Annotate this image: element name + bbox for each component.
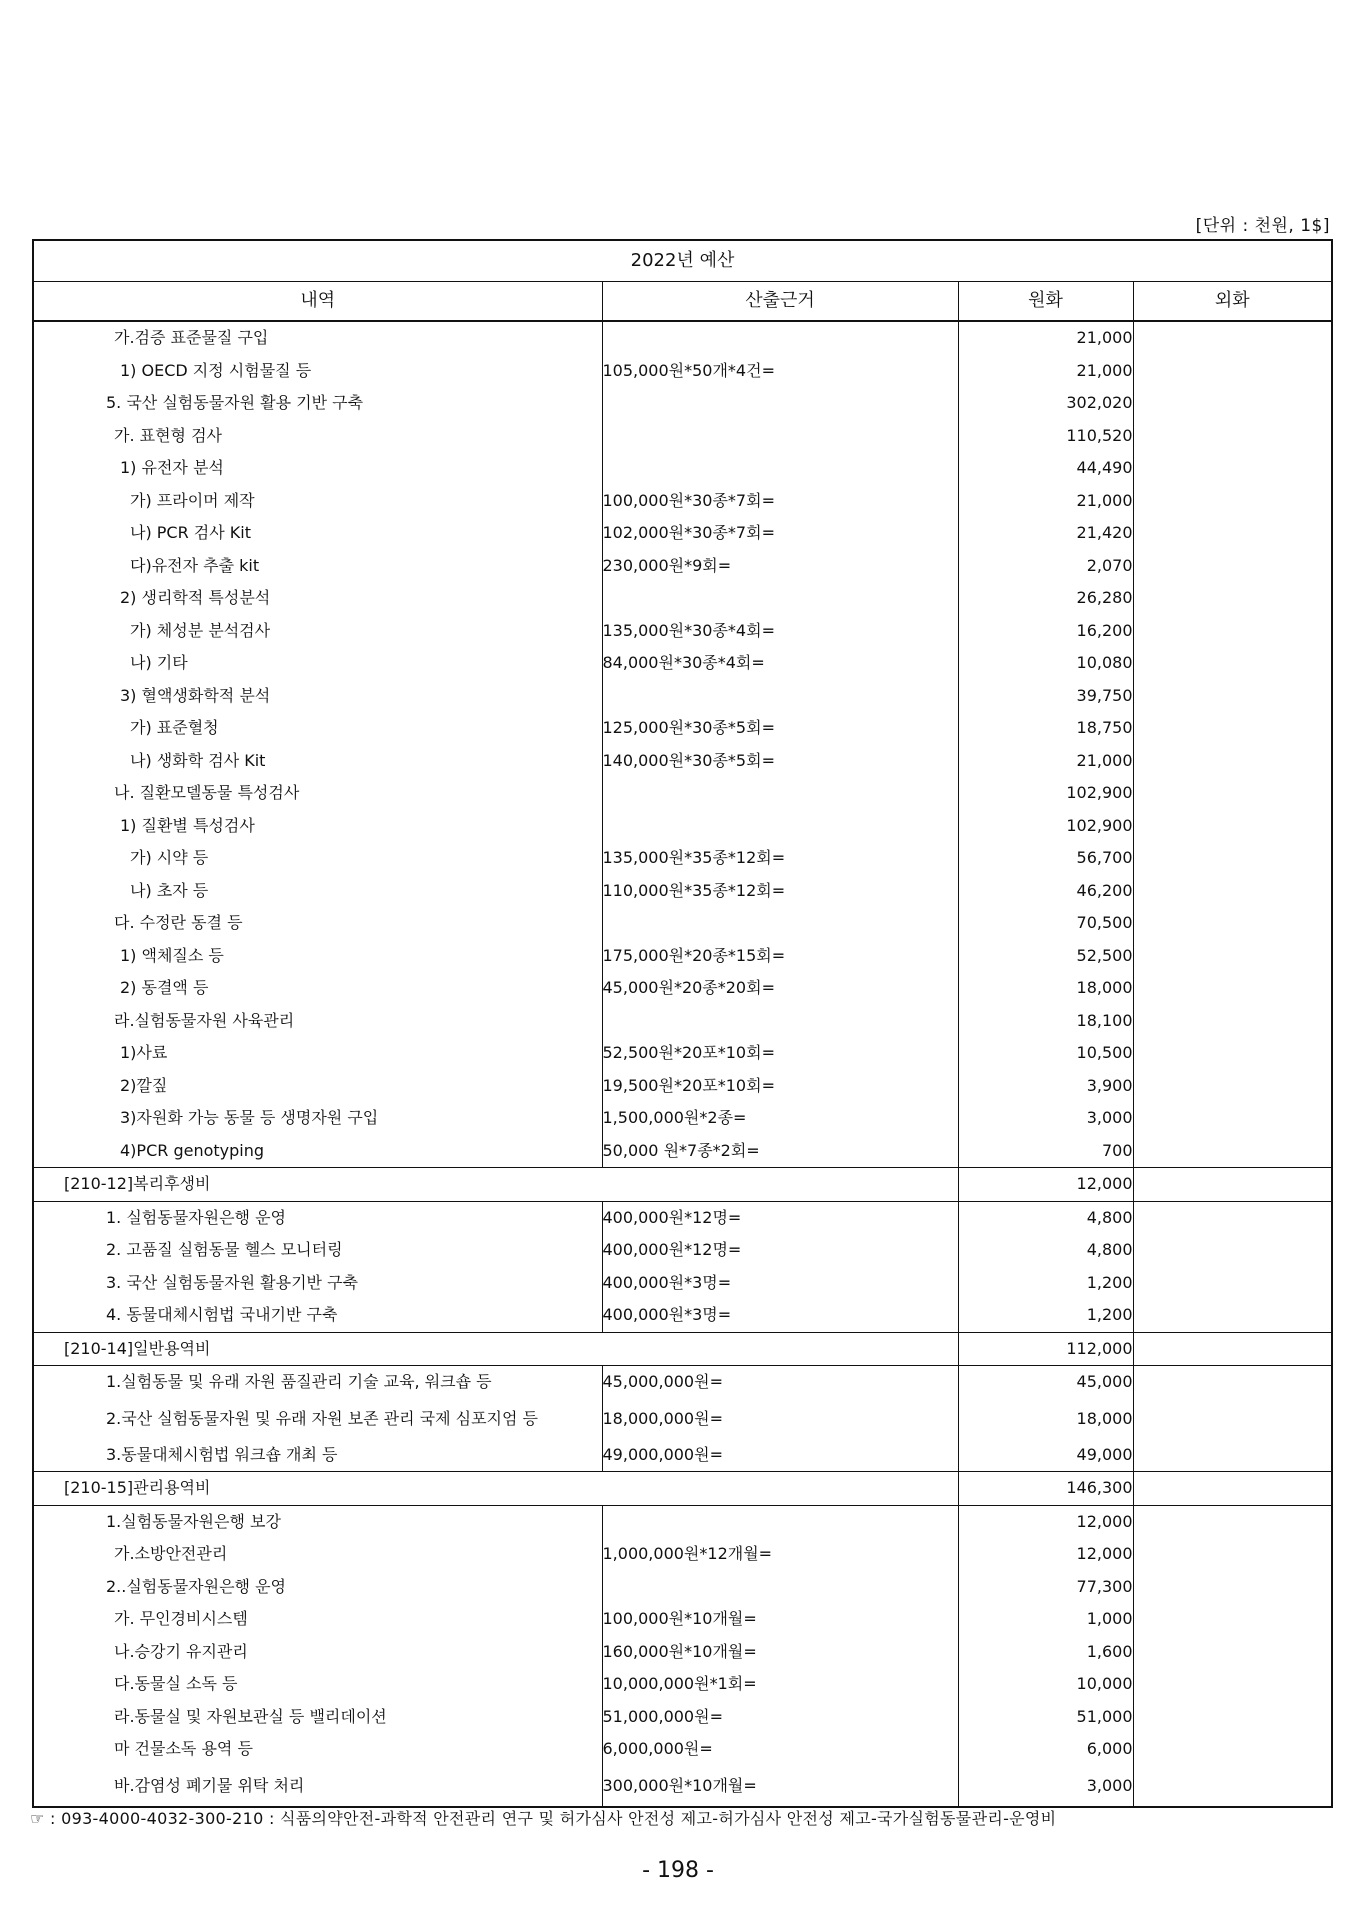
foreign-cell (1133, 550, 1332, 583)
desc-cell: 가. 표현형 검사 (114, 425, 222, 445)
won-cell: 4,800 (958, 1201, 1133, 1234)
desc-cell: 나.승강기 유지관리 (114, 1641, 248, 1661)
table-row (33, 615, 1332, 648)
won-cell: 3,000 (958, 1102, 1133, 1135)
won-cell: 44,490 (958, 452, 1133, 485)
won-cell: 21,000 (958, 485, 1133, 518)
table-row (33, 452, 1332, 485)
basis-cell: 400,000원*3명= (602, 1267, 958, 1300)
basis-cell (602, 810, 958, 843)
basis-cell: 300,000원*10개월= (602, 1766, 958, 1807)
table-row (33, 1701, 1332, 1734)
table-row (33, 1005, 1332, 1038)
won-cell: 10,500 (958, 1037, 1133, 1070)
won-cell: 102,900 (958, 777, 1133, 810)
basis-cell: 102,000원*30종*7회= (602, 517, 958, 550)
won-cell: 21,000 (958, 321, 1133, 355)
won-cell: 10,000 (958, 1668, 1133, 1701)
footnote: ☞ : 093-4000-4032-300-210 : 식품의약안전-과학적 안전관리 연구 및 허가심사 안전성 제고-허가심사 안전성 제고-국가실험동물관리-운영비 (30, 1809, 1057, 1828)
basis-cell: 175,000원*20종*15회= (602, 940, 958, 973)
won-cell: 12,000 (958, 1538, 1133, 1571)
basis-cell: 45,000,000원= (602, 1366, 958, 1399)
table-row (33, 1538, 1332, 1571)
won-cell: 18,100 (958, 1005, 1133, 1038)
desc-cell: 1) 액체질소 등 (120, 945, 224, 965)
table-row (33, 420, 1332, 453)
basis-cell: 51,000,000원= (602, 1701, 958, 1734)
basis-cell: 49,000,000원= (602, 1439, 958, 1472)
foreign-cell (1133, 1037, 1332, 1070)
table-row (33, 940, 1332, 973)
desc-cell: 1)사료 (120, 1043, 168, 1063)
foreign-cell (1133, 1603, 1332, 1636)
foreign-cell (1133, 1366, 1332, 1399)
desc-cell: 가) 시약 등 (130, 848, 209, 868)
won-cell: 45,000 (958, 1366, 1133, 1399)
desc-cell: 2.국산 실험동물자원 및 유래 자원 보존 관리 국제 심포지엄 등 (106, 1408, 538, 1428)
basis-cell: 100,000원*30종*7회= (602, 485, 958, 518)
won-cell: 18,000 (958, 972, 1133, 1005)
desc-cell: 1) OECD 지정 시험물질 등 (120, 360, 312, 380)
basis-cell: 140,000원*30종*5회= (602, 745, 958, 778)
desc-cell: 다.동물실 소독 등 (114, 1674, 238, 1694)
foreign-cell (1133, 1636, 1332, 1669)
desc-cell: 가) 표준혈청 (130, 718, 219, 738)
table-row (33, 842, 1332, 875)
desc-cell: 마 건물소독 용역 등 (114, 1739, 253, 1759)
desc-cell: 4)PCR genotyping (120, 1140, 265, 1160)
won-cell: 56,700 (958, 842, 1133, 875)
table-row (33, 1399, 1332, 1439)
section-row (33, 1332, 1332, 1366)
won-cell: 46,200 (958, 875, 1133, 908)
desc-cell: 1.실험동물자원은행 보강 (106, 1511, 281, 1531)
table-row (33, 745, 1332, 778)
table-row (33, 1505, 1332, 1538)
won-cell: 21,420 (958, 517, 1133, 550)
table-row (33, 1603, 1332, 1636)
basis-cell: 100,000원*10개월= (602, 1603, 958, 1636)
basis-cell: 52,500원*20포*10회= (602, 1037, 958, 1070)
desc-cell: 나. 질환모델동물 특성검사 (114, 783, 300, 803)
desc-cell: 다)유전자 추출 kit (130, 555, 260, 575)
won-cell: 4,800 (958, 1234, 1133, 1267)
basis-cell: 400,000원*12명= (602, 1234, 958, 1267)
desc-cell: 가) 프라이머 제작 (130, 490, 255, 510)
won-cell: 49,000 (958, 1439, 1133, 1472)
desc-cell: 가.검증 표준물질 구입 (114, 328, 269, 348)
desc-cell: 3) 혈액생화학적 분석 (120, 685, 271, 705)
table-row (33, 355, 1332, 388)
desc-cell: 2. 고품질 실험동물 헬스 모니터링 (106, 1240, 343, 1260)
basis-cell: 10,000,000원*1회= (602, 1668, 958, 1701)
basis-cell (602, 387, 958, 420)
desc-cell: 가.소방안전관리 (114, 1544, 228, 1564)
table-row (33, 712, 1332, 745)
foreign-cell (1133, 1070, 1332, 1103)
basis-cell: 400,000원*12명= (602, 1201, 958, 1234)
table-row (33, 517, 1332, 550)
table-row (33, 647, 1332, 680)
basis-cell (602, 680, 958, 713)
header-foreign: 외화 (1133, 282, 1332, 322)
unit-label: [단위 : 천원, 1$] (1195, 216, 1330, 236)
desc-cell: 나) 초자 등 (130, 880, 209, 900)
desc-cell: 1.실험동물 및 유래 자원 품질관리 기술 교육, 워크숍 등 (106, 1372, 492, 1392)
foreign-cell (1133, 875, 1332, 908)
won-cell: 146,300 (958, 1472, 1133, 1506)
foreign-cell (1133, 1571, 1332, 1604)
basis-cell: 160,000원*10개월= (602, 1636, 958, 1669)
desc-cell: 라.실험동물자원 사육관리 (114, 1010, 295, 1030)
won-cell: 3,000 (958, 1766, 1133, 1807)
won-cell: 3,900 (958, 1070, 1133, 1103)
table-row (33, 1037, 1332, 1070)
basis-cell (602, 1505, 958, 1538)
table-row (33, 680, 1332, 713)
won-cell: 70,500 (958, 907, 1133, 940)
foreign-cell (1133, 387, 1332, 420)
won-cell: 1,000 (958, 1603, 1133, 1636)
foreign-cell (1133, 1201, 1332, 1234)
desc-cell: 나) PCR 검사 Kit (130, 523, 252, 543)
won-cell: 10,080 (958, 647, 1133, 680)
foreign-cell (1133, 1668, 1332, 1701)
won-cell: 1,200 (958, 1267, 1133, 1300)
table-row (33, 810, 1332, 843)
desc-cell: [210-12]복리후생비 (33, 1168, 958, 1202)
basis-cell: 125,000원*30종*5회= (602, 712, 958, 745)
basis-cell: 45,000원*20종*20회= (602, 972, 958, 1005)
desc-cell: 나) 기타 (130, 653, 188, 673)
foreign-cell (1133, 1135, 1332, 1168)
foreign-cell (1133, 712, 1332, 745)
desc-cell: 2) 동결액 등 (120, 978, 209, 998)
foreign-cell (1133, 1439, 1332, 1472)
desc-cell: 5. 국산 실험동물자원 활용 기반 구축 (106, 393, 364, 413)
desc-cell: [210-15]관리용역비 (33, 1472, 958, 1506)
won-cell: 302,020 (958, 387, 1133, 420)
basis-cell: 400,000원*3명= (602, 1299, 958, 1332)
table-row (33, 1299, 1332, 1332)
won-cell: 12,000 (958, 1505, 1133, 1538)
foreign-cell (1133, 680, 1332, 713)
basis-cell (602, 582, 958, 615)
won-cell: 51,000 (958, 1701, 1133, 1734)
foreign-cell (1133, 1299, 1332, 1332)
foreign-cell (1133, 907, 1332, 940)
desc-cell: 3. 국산 실험동물자원 활용기반 구축 (106, 1272, 358, 1292)
foreign-cell (1133, 1472, 1332, 1506)
won-cell: 21,000 (958, 355, 1133, 388)
desc-cell: 1) 유전자 분석 (120, 458, 224, 478)
won-cell: 112,000 (958, 1332, 1133, 1366)
foreign-cell (1133, 1102, 1332, 1135)
desc-cell: 3)자원화 가능 동물 등 생명자원 구입 (120, 1108, 379, 1128)
table-row (33, 1733, 1332, 1766)
basis-cell: 18,000,000원= (602, 1399, 958, 1439)
won-cell: 1,600 (958, 1636, 1133, 1669)
desc-cell: 라.동물실 및 자원보관실 등 밸리데이션 (114, 1706, 387, 1726)
desc-cell: 2..실험동물자원은행 운영 (106, 1576, 286, 1596)
foreign-cell (1133, 1168, 1332, 1202)
foreign-cell (1133, 485, 1332, 518)
foreign-cell (1133, 1701, 1332, 1734)
foreign-cell (1133, 1234, 1332, 1267)
basis-cell: 1,500,000원*2종= (602, 1102, 958, 1135)
won-cell: 1,200 (958, 1299, 1133, 1332)
desc-cell: 다. 수정란 동결 등 (114, 913, 243, 933)
basis-cell: 135,000원*35종*12회= (602, 842, 958, 875)
won-cell: 2,070 (958, 550, 1133, 583)
basis-cell: 84,000원*30종*4회= (602, 647, 958, 680)
basis-cell (602, 452, 958, 485)
page-number: - 198 - (642, 1858, 714, 1883)
table-row (33, 485, 1332, 518)
table-row (33, 1571, 1332, 1604)
foreign-cell (1133, 777, 1332, 810)
won-cell: 39,750 (958, 680, 1133, 713)
table-row (33, 777, 1332, 810)
won-cell: 102,900 (958, 810, 1133, 843)
foreign-cell (1133, 452, 1332, 485)
won-cell: 18,000 (958, 1399, 1133, 1439)
table-row (33, 321, 1332, 355)
basis-cell: 110,000원*35종*12회= (602, 875, 958, 908)
foreign-cell (1133, 1733, 1332, 1766)
foreign-cell (1133, 321, 1332, 355)
foreign-cell (1133, 420, 1332, 453)
basis-cell (602, 1005, 958, 1038)
desc-cell: 가) 체성분 분석검사 (130, 620, 271, 640)
foreign-cell (1133, 745, 1332, 778)
budget-table (32, 239, 1333, 1808)
foreign-cell (1133, 647, 1332, 680)
basis-cell (602, 1571, 958, 1604)
won-cell: 52,500 (958, 940, 1133, 973)
basis-cell: 50,000 원*7종*2회= (602, 1135, 958, 1168)
foreign-cell (1133, 355, 1332, 388)
section-row (33, 1472, 1332, 1506)
won-cell: 77,300 (958, 1571, 1133, 1604)
basis-cell: 230,000원*9회= (602, 550, 958, 583)
basis-cell: 105,000원*50개*4건= (602, 355, 958, 388)
table-row (33, 1102, 1332, 1135)
foreign-cell (1133, 810, 1332, 843)
basis-cell (602, 777, 958, 810)
table-row (33, 1267, 1332, 1300)
table-body (33, 321, 1332, 1807)
foreign-cell (1133, 582, 1332, 615)
basis-cell: 1,000,000원*12개월= (602, 1538, 958, 1571)
desc-cell: 나) 생화학 검사 Kit (130, 750, 266, 770)
desc-cell: 바.감염성 폐기물 위탁 처리 (114, 1775, 305, 1795)
foreign-cell (1133, 972, 1332, 1005)
basis-cell: 6,000,000원= (602, 1733, 958, 1766)
desc-cell: 가. 무인경비시스템 (114, 1609, 248, 1629)
table-row (33, 972, 1332, 1005)
won-cell: 16,200 (958, 615, 1133, 648)
won-cell: 21,000 (958, 745, 1133, 778)
table-row (33, 1234, 1332, 1267)
table-row (33, 550, 1332, 583)
table-row (33, 1439, 1332, 1472)
won-cell: 6,000 (958, 1733, 1133, 1766)
foreign-cell (1133, 1766, 1332, 1807)
desc-cell: 1) 질환별 특성검사 (120, 815, 255, 835)
foreign-cell (1133, 1267, 1332, 1300)
won-cell: 26,280 (958, 582, 1133, 615)
table-row (33, 1766, 1332, 1807)
table-row (33, 387, 1332, 420)
header-basis: 산출근거 (602, 282, 958, 322)
table-row (33, 1070, 1332, 1103)
table-row (33, 907, 1332, 940)
table-row (33, 875, 1332, 908)
foreign-cell (1133, 1005, 1332, 1038)
foreign-cell (1133, 940, 1332, 973)
desc-cell: 3.동물대체시험법 워크숍 개최 등 (106, 1444, 338, 1464)
basis-cell: 19,500원*20포*10회= (602, 1070, 958, 1103)
foreign-cell (1133, 842, 1332, 875)
table-row (33, 1135, 1332, 1168)
table-row (33, 1201, 1332, 1234)
foreign-cell (1133, 1538, 1332, 1571)
desc-cell: 2)깔짚 (120, 1075, 168, 1095)
table-title: 2022년 예산 (33, 240, 1332, 282)
table-row (33, 1366, 1332, 1399)
basis-cell: 135,000원*30종*4회= (602, 615, 958, 648)
basis-cell (602, 321, 958, 355)
desc-cell: 2) 생리학적 특성분석 (120, 588, 271, 608)
header-won: 원화 (958, 282, 1133, 322)
foreign-cell (1133, 1332, 1332, 1366)
foreign-cell (1133, 517, 1332, 550)
desc-cell: 1. 실험동물자원은행 운영 (106, 1207, 286, 1227)
desc-cell: 4. 동물대체시험법 국내기반 구축 (106, 1305, 338, 1325)
won-cell: 700 (958, 1135, 1133, 1168)
table-row (33, 582, 1332, 615)
table-row (33, 1668, 1332, 1701)
table-row (33, 1636, 1332, 1669)
section-row (33, 1168, 1332, 1202)
won-cell: 12,000 (958, 1168, 1133, 1202)
won-cell: 18,750 (958, 712, 1133, 745)
foreign-cell (1133, 1505, 1332, 1538)
desc-cell: [210-14]일반용역비 (33, 1332, 958, 1366)
basis-cell (602, 420, 958, 453)
won-cell: 110,520 (958, 420, 1133, 453)
foreign-cell (1133, 1399, 1332, 1439)
header-desc: 내역 (33, 282, 602, 322)
basis-cell (602, 907, 958, 940)
foreign-cell (1133, 615, 1332, 648)
